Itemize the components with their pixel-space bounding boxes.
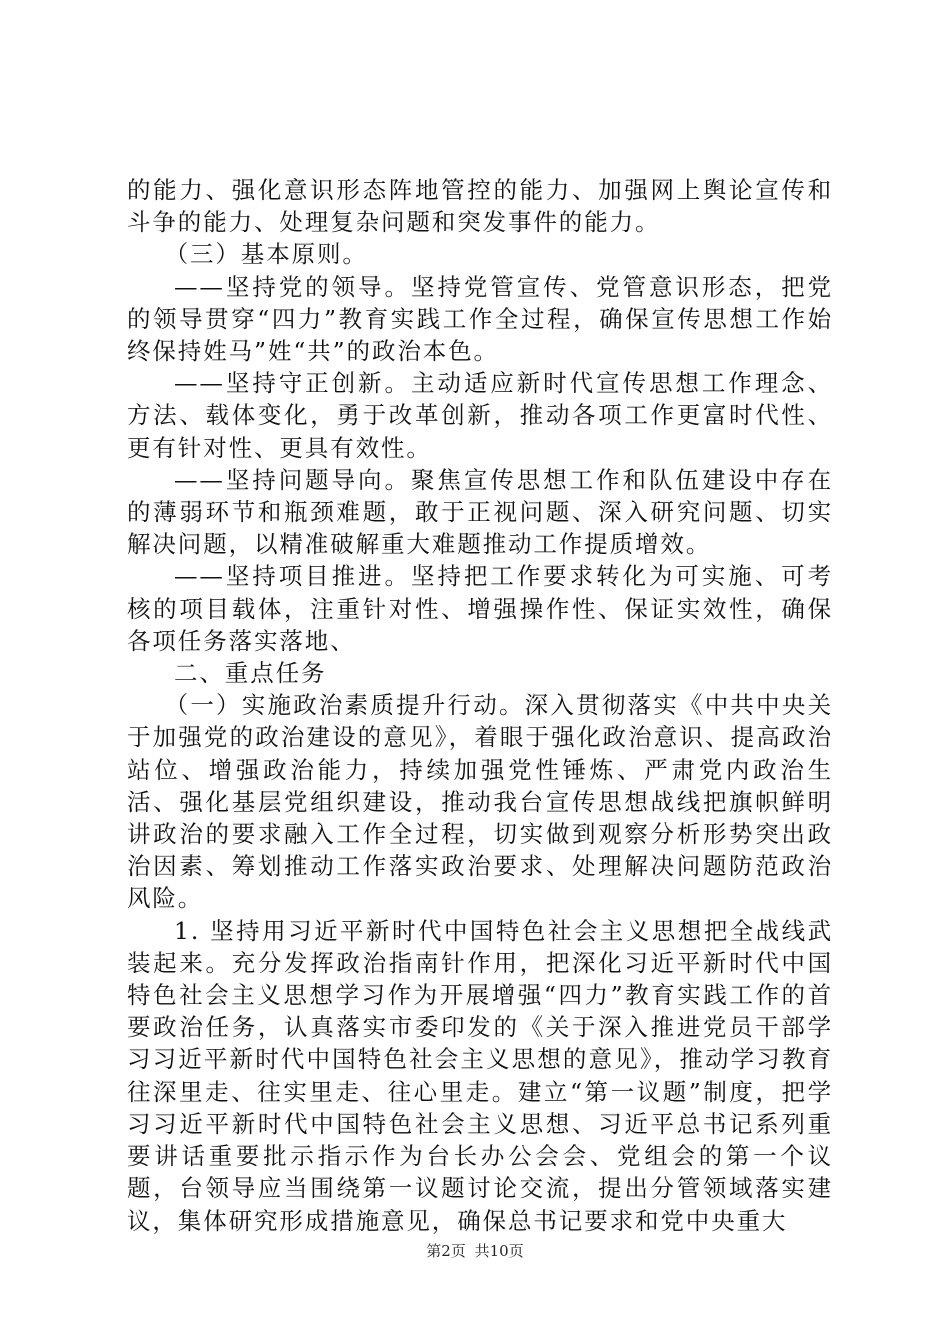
task-political-quality: （一）实施政治素质提升行动。深入贯彻落实《中共中央关于加强党的政治建设的意见》，着眼于强化政治意识、提高政治站位、增强政治能力，持续加强党性锤炼、严肃党内政治生活、强化基层党组织建设，推动我台宣传思想战线把旗帜鲜明讲政治的要求融入工作全过程，切实做到观察分析形势突出政治因素、筹划推动工作落实政治要求、处理解决问题防范政治风险。 [127, 691, 833, 913]
document-body [127, 174, 833, 1237]
page-number: 第2页 [426, 1242, 466, 1260]
paragraph-continuation: 的能力、强化意识形态阵地管控的能力、加强网上舆论宣传和斗争的能力、处理复杂问题和突发事件的能力。 [127, 176, 833, 237]
principle-innovation: ——坚持守正创新。主动适应新时代宣传思想工作理念、方法、载体变化，勇于改革创新，推动各项工作更富时代性、更有针对性、更具有效性。 [127, 369, 833, 462]
page-footer [0, 1240, 950, 1261]
section-heading-key-tasks: 二、重点任务 [174, 659, 327, 688]
section-heading-basic-principles: （三）基本原则。 [164, 240, 368, 269]
principle-problem-oriented: ——坚持问题导向。聚焦宣传思想工作和队伍建设中存在的薄弱环节和瓶颈难题，敢于正视问题、深入研究问题、切实解决问题，以精准破解重大难题推动工作提质增效。 [127, 465, 833, 559]
task-item-1: 1. 坚持用习近平新时代中国特色社会主义思想把全战线武装起来。充分发挥政治指南针作用，把深化习近平新时代中国特色社会主义思想学习作为开展增强“四力”教育实践工作的首要政治任务，认真落实市委印发的《关于深入推进党员干部学习习近平新时代中国特色社会主义思想的意见》，推动学习教育往深里走、往实里走、往心里走。建立“第一议题”制度，把学习习近平新时代中国特色社会主义思想、习近平总书记系列重要讲话重要批示指示作为台长办公会会、党组会的第一个议题，台领导应当围绕第一议题讨论交流，提出分管领域落实建议，集体研究形成措施意见，确保总书记要求和党中央重大 [127, 916, 833, 1235]
page-total: 共10页 [474, 1242, 524, 1260]
principle-party-leadership: ——坚持党的领导。坚持党管宣传、党管意识形态，把党的领导贯穿“四力”教育实践工作全过程，确保宣传思想工作始终保持姓马”姓“共”的政治本色。 [127, 272, 833, 366]
principle-project-driven: ——坚持项目推进。坚持把工作要求转化为可实施、可考核的项目载体，注重针对性、增强操作性、保证实效性，确保各项任务落实落地、 [127, 562, 833, 655]
